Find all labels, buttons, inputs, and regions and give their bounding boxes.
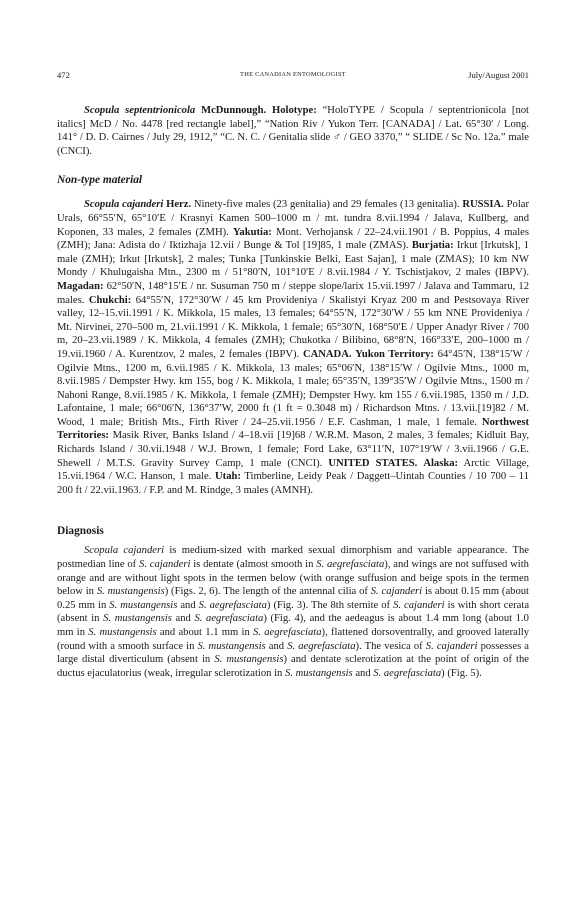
nontype-intro: Ninety-five males (23 genitalia) and 29 females (13 genitalia). [193,199,460,211]
nontype-paragraph [57,198,529,497]
buryatia-text: Irkut [Irkutsk], 1 male (ZMH); Irkut [Irkutsk], 2 males; Tunka [Tunkinskie Belki, East Sajan], 1 male (ZMAS); 10 km NW Mondy / Khulugaisha Mtn., 2300 m / 51°80′N, 101°10′E / 8.vii.1984 / Y. Tschistjakov, 2 males (IBPV). [57,240,529,279]
species-name: S. mustangensis [103,613,172,625]
species-name: S. cajanderi [139,559,191,571]
magadan-text: 62°50′N, 148°15′E / nr. Susuman 750 m / steppe slope/larix 15.vii.1997 / Jalava and Tammaru, 12 males. [57,280,529,306]
utah-label: Utah: [215,471,241,483]
canada-label: CANADA. [302,348,352,360]
diagnosis-text: ), and wings are not suffused with orange and are without light spots in the termen below (with orange suffusion and beige spots in the termen below in [57,559,529,598]
article-body [57,104,529,680]
diagnosis-text: and [355,667,371,679]
russia-label: RUSSIA. [462,199,504,211]
yukon-label: Yukon Territory: [355,348,434,360]
species-name: S. mustangensis [214,654,284,666]
yakutia-text: Mont. Verhojansk / 22–24.vii.1901 / B. Poppius, 4 males (ZMH); Jana: Adista do / Iktizhaja 12.vii / Bunge & Tol [19]85, 1 male (ZMAS). [57,226,529,252]
diagnosis-text: is dentate (almost smooth in [193,559,314,571]
issue-date: July/August 2001 [468,70,529,80]
species-name: S. cajanderi [370,586,423,598]
running-header [57,70,529,84]
diagnosis-text: is with short cerata (absent in [57,599,530,625]
journal-title: THE CANADIAN ENTOMOLOGIST [240,71,346,78]
diagnosis-text: ) (Fig. 3). The 8th sternite of [266,599,391,611]
species-name: S. mustangensis [96,586,165,598]
page-number: 472 [57,70,70,80]
diagnosis-text: is about 0.15 mm (about 0.25 mm in [57,586,529,611]
russia-text: Polar Urals, 66°55′N, 65°10′E / Krasnyi Kamen 500–1000 m / mt. tundra 8.vii.1994 / Jalava, Kullberg, and Koponen, 33 males, 2 females (ZMH). [57,199,529,238]
diagnosis-text: ) (Fig. 5). [441,667,482,679]
buryatia-label: Burjatia: [411,240,454,252]
alaska-text: Arctic Village, 15.vii.1964 / W.C. Hanson, 1 male. [57,457,529,483]
diagnosis-text: and [175,613,191,625]
chukchi-label: Chukchi: [88,294,132,306]
chukchi-text: 64°55′N, 172°30′W / 45 km Provideniya / Skalistyi Kryaz 200 m and Pestsovaya River valley, 12–15.vii.1991 / K. Mikkola, 15 males, 13 females; 64°55′N, 172°30′W / 55 km NNE Provideniya / Mt. Nirvinei, 270–500 m, 21.vii.1991 / K. Mikkola, 1 female; 65°30′N, 168°50′E / Upper Anadyr River / 700 m, 20–23.vii.1989 / K. Mikkola, 4 females (ZMH); Chukotka / Bilibino, 68°8′N, 166°33′E, 200–1000 m / 19.vii.1960 / A. Kurentzov, 2 males, 2 females (IBPV). [57,294,530,360]
diagnosis-text: and about 1.1 mm in [159,627,250,638]
species-name: S. cajanderi [393,599,445,611]
species-name: S. mustangensis [88,627,157,638]
species-name: S. aegrefasciata [287,640,356,652]
nontype-author: Herz. [166,199,192,211]
species-name: S. mustangensis [109,599,178,611]
nwt-label: Northwest Territories: [57,416,529,442]
species-name: S. mustangensis [284,667,353,679]
nontype-taxon: Scopula cajanderi [84,199,164,211]
species-name: S. aegrefasciata [316,559,385,571]
holotype-text: “HoloTYPE / Scopula / septentrionicola [not italics] McD / No. 4478 [red rectangle label],” “Nation Riv / Yukon Terr. [CANADA] / Lat. 65°30′ / Long. 141° / D. D. Cairnes / July 29, 1912,” “C. N. C. / Genitalia slide ♂ / GEO 3370,” “ SLIDE / Sc No. 12a.” male (CNCI). [57,105,529,157]
diagnosis-text: ), flattened dorsoventrally, and grooved laterally (round with a smooth surface in [57,627,530,652]
diagnosis-text: ). The vesica of [355,640,423,652]
alaska-label: Alaska: [423,457,459,469]
nontype-heading: Non-type material [57,174,143,187]
utah-text: Timberline, Leidy Peak / Daggett–Uintah Counties / 10 700 – 11 200 ft / 22.vii.1963. / F.P. and M. Rindge, 3 males (AMNH). [57,471,529,496]
diagnosis-text: and [268,640,285,652]
nwt-text: Masik River, Banks Island / 4–18.vii [19]68 / W.R.M. Mason, 2 males, 3 females; Kidluit Bay, Richards Island / 30.vii.1948 / W.J. Brown, 1 female; Ford Lake, 63°11′N, 107°19′W / 3.vii.1966 / G.E. Shewell / M.T.S. Gravity Survey Camp, 1 male (CNCI). [57,430,529,469]
holotype-taxon: Scopula septentrionicola [84,105,196,116]
diagnosis-heading: Diagnosis [57,525,104,538]
usa-label: UNITED STATES. [328,457,418,469]
holotype-author: McDunnough. [201,105,267,116]
species-name: S. aegrefasciata [198,599,267,611]
diagnosis-paragraph [57,544,529,680]
diagnosis-text: ) and dentate sclerotization at the point of origin of the ductus ejaculatorius (weak, irregular sclerotization in [57,654,530,679]
yakutia-label: Yakutia: [232,226,272,238]
magadan-label: Magadan: [57,280,104,292]
diagnosis-text: is medium-sized with marked sexual dimorphism and variable appearance. The postmedian line of [57,545,529,571]
diagnosis-text: ) (Fig. 4), and the aedeagus is about 1.4 mm long (about 1.0 mm in [57,613,529,638]
holotype-paragraph [57,104,529,158]
diagnosis-text: ) (Figs. 2, 6). The length of the antennal cilia of [164,586,368,598]
yukon-text: 64°45′N, 138°15′W / Ogilvie Mtns., 1200 m, 6.vii.1985 / K. Mikkola, 13 males; 65°06′N, 138°15′W / Ogilvie Mtns., 1000 m, 8.vii.1985 / Dempster Hwy. km 155, bog / K. Mikkola, 1 male; 65°35′N, 139°35′W / Ogilvie Mtns., 1500 m / Nahoni Range, 8.vii.1985 / K. Mikkola, 1 female (ZMH); Dempster Hwy. km 155 / 6.vii.1985, 1350 m / J.D. Lafontaine, 1 male; 66°06′N, 136°37′W, 2000 ft (1 ft = 0.3048 m) / Richardson Mtns. / 13.vii.[19]82 / M. Wood, 1 male; British Mts., Firth River / 24–25.vii.1956 / E.F. Cashman, 1 male, 1 female. [57,348,529,428]
species-name: S. cajanderi [425,640,478,652]
species-name: S. aegrefasciata [194,613,264,625]
species-name: S. mustangensis [197,640,266,652]
diagnosis-text: possesses a large distal diverticulum (absent in [57,640,530,666]
species-name: S. aegrefasciata [253,627,322,638]
species-name: S. aegrefasciata [373,667,442,679]
holotype-label: Holotype: [272,105,317,116]
species-name: Scopula cajanderi [84,545,165,557]
diagnosis-text: and [180,599,196,611]
